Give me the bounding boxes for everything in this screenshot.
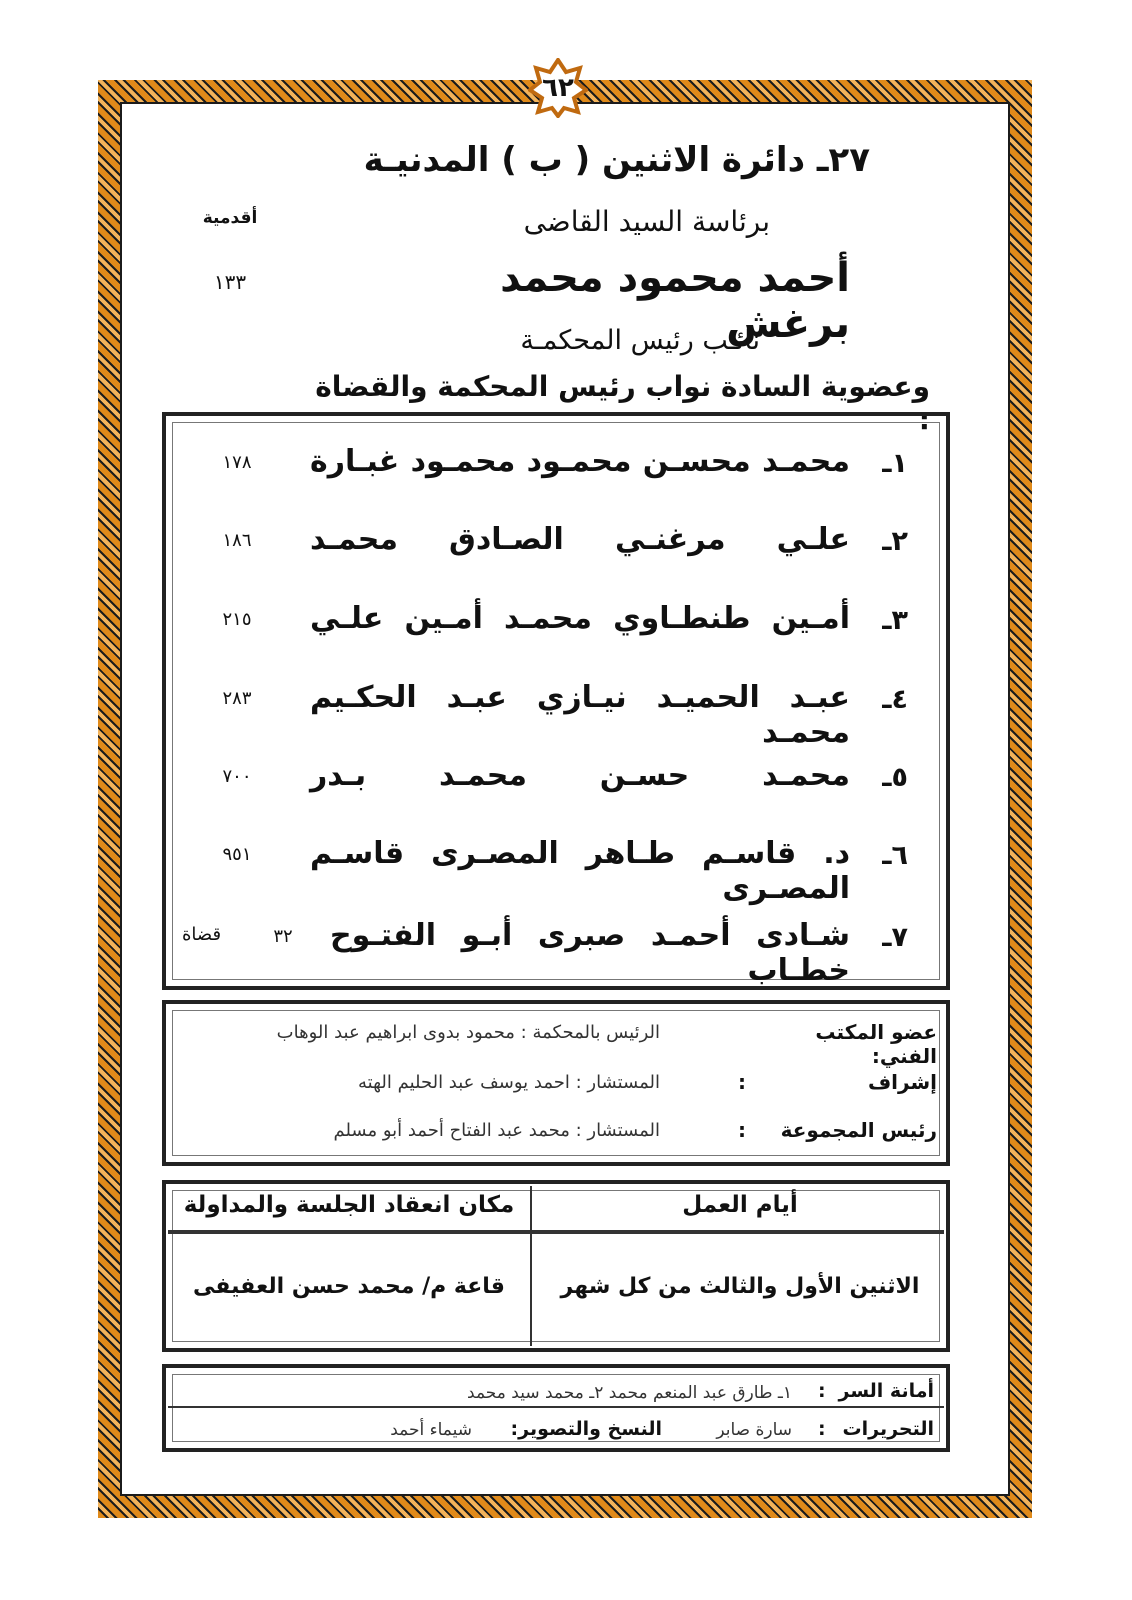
schedule-header-divider [168, 1230, 944, 1234]
member-seniority-note: قضاة [182, 924, 222, 945]
member-seniority: ١٧٨ [222, 452, 252, 473]
secretary-colon: : [818, 1380, 826, 1402]
supervision-value: المستشار : احمد يوسف عبد الحليم الهته [358, 1072, 660, 1093]
member-number: ٣ـ [882, 605, 908, 636]
members-heading: وعضوية السادة نواب رئيس المحكمة والقضاة : [315, 370, 930, 436]
supervision-label: إشراف [867, 1070, 937, 1094]
presiding-judge-name: أحمد محمود محمد برغش [500, 255, 850, 347]
group-head-value: المستشار : محمد عبد الفتاح أحمد أبو مسلم [333, 1120, 660, 1141]
member-row [168, 676, 908, 750]
presiding-judge-position: نائـب رئيس المحكمـة [520, 325, 760, 356]
member-name: محمـد محسـن محمـود محمـود غبـارة [310, 444, 850, 479]
technical-office-value: الرئيس بالمحكمة : محمود بدوى ابراهيم عبد الوهاب [276, 1022, 660, 1043]
venue-value: قاعة م/ محمد حسن العفيفى [193, 1274, 505, 1299]
member-number: ١ـ [882, 448, 908, 479]
page-number: ٦٢ [542, 73, 574, 103]
schedule-column-divider [530, 1186, 532, 1346]
member-number: ٦ـ [882, 840, 908, 871]
copying-value: شيماء أحمد [390, 1420, 472, 1440]
member-seniority: ٩٥١ [222, 844, 252, 865]
presiding-judge-seniority: ١٣٣ [213, 270, 247, 294]
editing-value: سارة صابر [716, 1420, 792, 1440]
working-days-value: الاثنين الأول والثالث من كل شهر [560, 1274, 920, 1299]
presidency-line: برئاسة السيد القاضى [523, 205, 770, 238]
member-row [168, 518, 908, 578]
secretariat-divider [168, 1406, 944, 1408]
member-name: علـي مرغنـي الصـادق محمـد [310, 522, 850, 557]
member-name: محمـد حسـن محمـد بـدر [310, 758, 850, 793]
member-number: ٢ـ [882, 526, 908, 557]
member-row [168, 440, 908, 500]
member-name: عبـد الحميـد نيـازي عبـد الحكـيم محمـد [310, 680, 850, 750]
secretary-value: ١ـ طارق عبد المنعم محمد ٢ـ محمد سيد محمد [467, 1383, 792, 1403]
secretary-label: أمانة السر [838, 1380, 934, 1402]
member-number: ٥ـ [882, 762, 908, 793]
member-row [168, 754, 908, 814]
group-head-colon: : [738, 1118, 746, 1142]
supervision-colon: : [738, 1070, 746, 1094]
member-number: ٤ـ [882, 684, 908, 715]
copying-label: النسخ والتصوير: [510, 1418, 662, 1440]
member-seniority: ٢١٥ [222, 609, 252, 630]
group-head-label: رئيس المجموعة [780, 1118, 937, 1142]
member-row [168, 832, 908, 906]
member-number: ٧ـ [882, 922, 908, 953]
member-name: شـادى أحمـد صبرى أبـو الفتـوح خطـاب [330, 918, 850, 988]
page-number-badge [528, 58, 588, 118]
seniority-label: أقدمية [202, 208, 258, 228]
editing-label: التحريرات [842, 1418, 934, 1440]
venue-header: مكان انعقاد الجلسة والمداولة [183, 1192, 515, 1218]
circuit-title: ٢٧ـ دائرة الاثنين ( ب ) المدنيـة [363, 140, 870, 180]
technical-office-label: عضو المكتب الفني: [815, 1020, 937, 1068]
working-days-header: أيام العمل [682, 1192, 798, 1218]
member-row [168, 914, 908, 988]
member-row [168, 597, 908, 657]
member-seniority: ٢٨٣ [222, 688, 252, 709]
member-name: أمـين طنطـاوي محمـد أمـين علـي [310, 601, 850, 636]
member-seniority: ٧٠٠ [222, 766, 252, 787]
editing-colon: : [818, 1418, 826, 1440]
member-name: د. قاسـم طـاهر المصـرى قاسـم المصـرى [310, 836, 850, 906]
member-seniority: ٣٢ [273, 926, 293, 947]
member-seniority: ١٨٦ [222, 530, 252, 551]
